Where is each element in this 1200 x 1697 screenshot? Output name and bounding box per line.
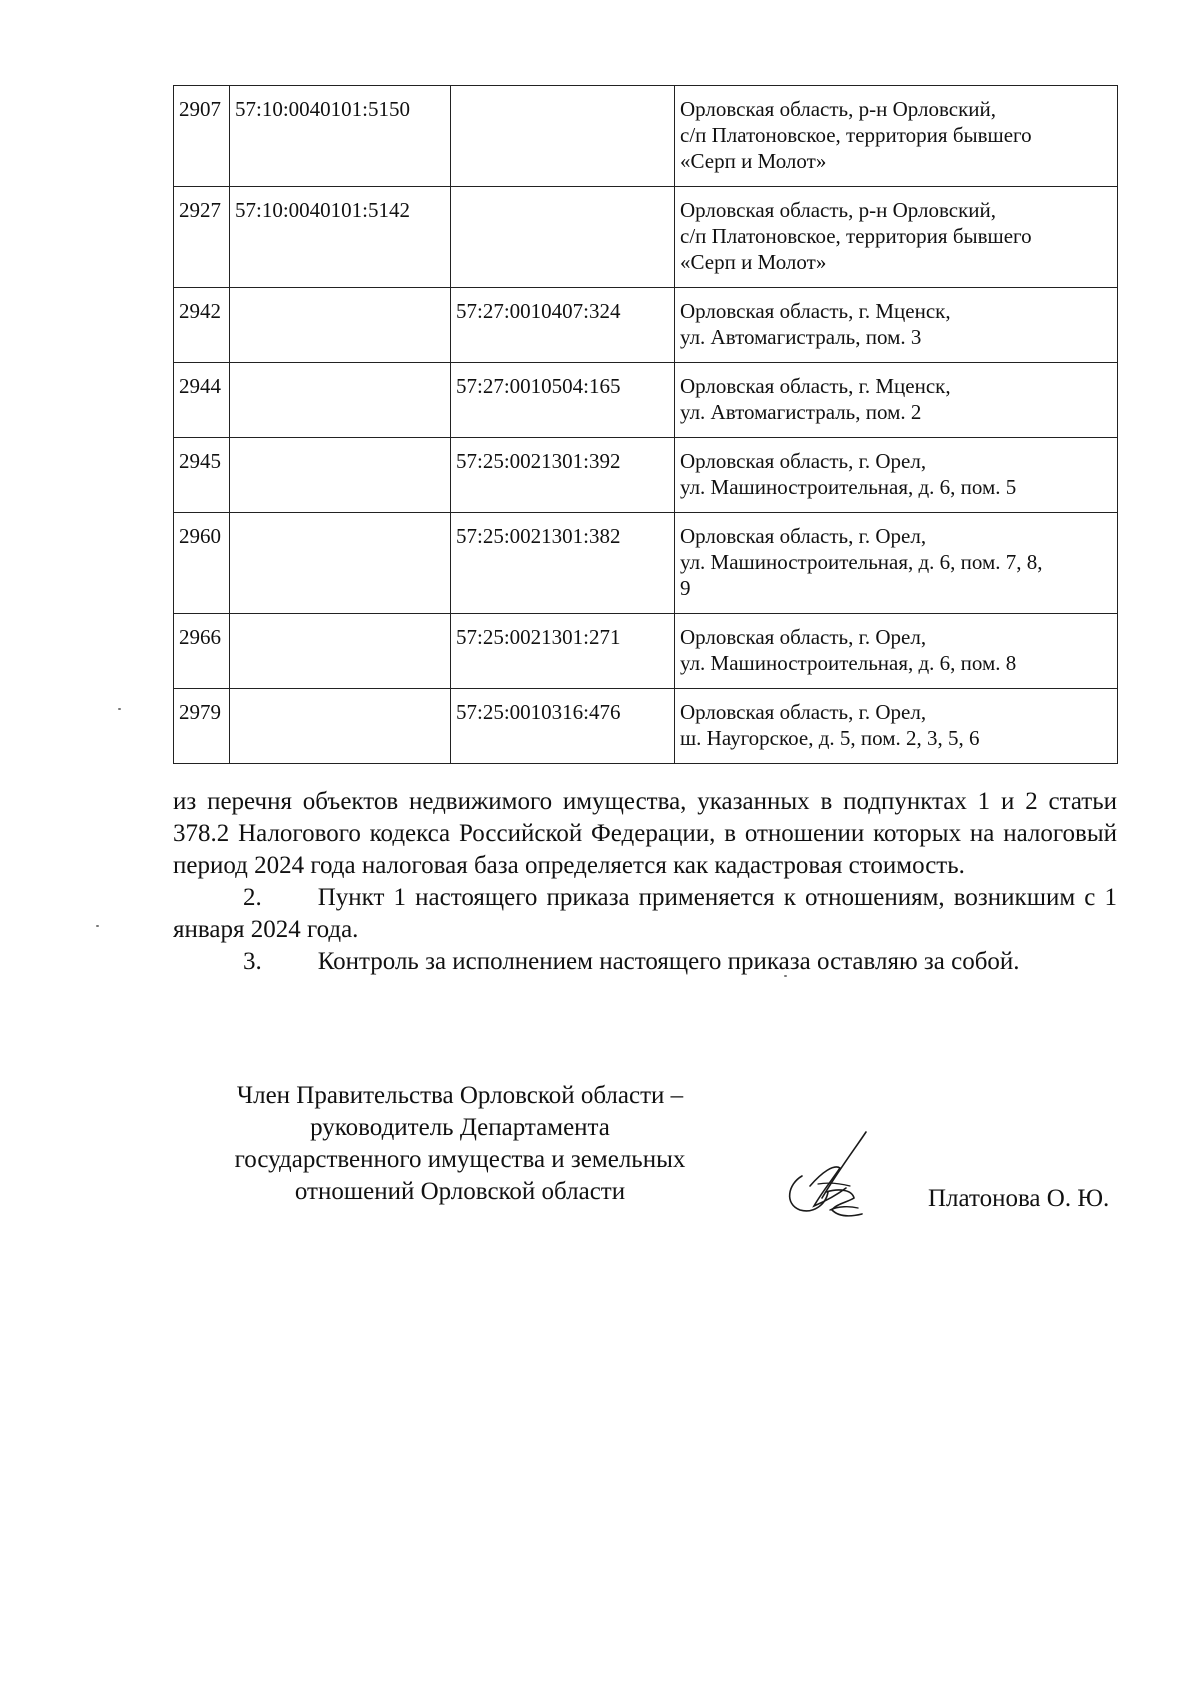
address-cell [675, 513, 1118, 614]
handwritten-signature [770, 1128, 880, 1228]
address-line: ул. Машиностроительная, д. 6, пом. 8 [680, 651, 1017, 675]
address-cell [675, 187, 1118, 288]
table-row [174, 288, 1118, 363]
address-line: Орловская область, г. Орел, [680, 700, 927, 724]
table-row [174, 614, 1118, 689]
signatory-title [180, 1080, 740, 1208]
address-line: Орловская область, г. Орел, [680, 449, 927, 473]
address-line: с/п Платоновское, территория бывшего [680, 123, 1032, 147]
premises-cadastral-number-cell: 57:25:0021301:382 [451, 513, 675, 614]
signatory-title-line: отношений Орловской области [294, 1178, 626, 1205]
land-cadastral-number-cell [230, 288, 451, 363]
land-cadastral-number-cell [230, 689, 451, 764]
address-line: Орловская область, г. Мценск, [680, 299, 951, 323]
address-line: Орловская область, р-н Орловский, [680, 97, 997, 121]
scan-speck [118, 708, 121, 710]
continuation-paragraph: из перечня объектов недвижимого имущества, указанных в подпунктах 1 и 2 статьи 378.2 Налогового кодекса Российской Федерации, в отношении которых на налоговый период 2024 года налоговая база определяется как кадастровая стоимость. [173, 788, 1117, 879]
property-table [173, 85, 1118, 764]
address-line: Орловская область, р-н Орловский, [680, 198, 997, 222]
address-cell [675, 614, 1118, 689]
address-line: ул. Машиностроительная, д. 6, пом. 7, 8, [680, 550, 1043, 574]
table-row [174, 513, 1118, 614]
land-cadastral-number-cell [230, 363, 451, 438]
address-cell [675, 86, 1118, 187]
row-number-cell: 2907 [174, 86, 230, 187]
signatory-title-line: государственного имущества и земельных [234, 1146, 686, 1173]
address-line: «Серп и Молот» [680, 250, 827, 274]
row-number-cell: 2927 [174, 187, 230, 288]
address-cell [675, 288, 1118, 363]
address-line: Орловская область, г. Мценск, [680, 374, 951, 398]
table-row [174, 689, 1118, 764]
row-number-cell: 2945 [174, 438, 230, 513]
premises-cadastral-number-cell: 57:25:0021301:392 [451, 438, 675, 513]
row-number-cell: 2942 [174, 288, 230, 363]
table-row [174, 363, 1118, 438]
premises-cadastral-number-cell [451, 86, 675, 187]
table-row [174, 187, 1118, 288]
address-line: ш. Наугорское, д. 5, пом. 2, 3, 5, 6 [680, 726, 980, 750]
item-2-number: 2. [243, 884, 262, 911]
row-number-cell: 2960 [174, 513, 230, 614]
land-cadastral-number-cell [230, 438, 451, 513]
land-cadastral-number-cell: 57:10:0040101:5142 [230, 187, 451, 288]
address-line: ул. Машиностроительная, д. 6, пом. 5 [680, 475, 1017, 499]
land-cadastral-number-cell [230, 513, 451, 614]
table-row [174, 86, 1118, 187]
property-table-body [174, 86, 1118, 764]
premises-cadastral-number-cell: 57:25:0021301:271 [451, 614, 675, 689]
row-number-cell: 2944 [174, 363, 230, 438]
address-line: ул. Автомагистраль, пом. 3 [680, 325, 922, 349]
land-cadastral-number-cell [230, 614, 451, 689]
order-text [173, 786, 1117, 978]
address-line: «Серп и Молот» [680, 149, 827, 173]
item-3-paragraph [173, 946, 1117, 978]
address-line: 9 [680, 576, 691, 600]
address-cell [675, 363, 1118, 438]
signer-name: Платонова О. Ю. [928, 1185, 1110, 1212]
row-number-cell: 2979 [174, 689, 230, 764]
premises-cadastral-number-cell [451, 187, 675, 288]
address-line: ул. Автомагистраль, пом. 2 [680, 400, 922, 424]
address-cell [675, 689, 1118, 764]
item-3-number: 3. [243, 948, 262, 975]
item-2-text: Пункт 1 настоящего приказа применяется к отношениям, возникшим с 1 января 2024 года. [173, 884, 1117, 943]
scan-speck [96, 925, 99, 927]
address-line: Орловская область, г. Орел, [680, 625, 927, 649]
premises-cadastral-number-cell: 57:27:0010407:324 [451, 288, 675, 363]
premises-cadastral-number-cell: 57:25:0010316:476 [451, 689, 675, 764]
signatory-title-line: руководитель Департамента [310, 1114, 610, 1141]
table-row [174, 438, 1118, 513]
premises-cadastral-number-cell: 57:27:0010504:165 [451, 363, 675, 438]
signatory-title-line: Член Правительства Орловской области – [236, 1082, 684, 1109]
item-3-text: Контроль за исполнением настоящего приказа оставляю за собой. [317, 948, 1020, 975]
address-line: с/п Платоновское, территория бывшего [680, 224, 1032, 248]
row-number-cell: 2966 [174, 614, 230, 689]
address-cell [675, 438, 1118, 513]
land-cadastral-number-cell: 57:10:0040101:5150 [230, 86, 451, 187]
scan-speck [784, 975, 787, 977]
item-2-paragraph [173, 882, 1117, 946]
address-line: Орловская область, г. Орел, [680, 524, 927, 548]
